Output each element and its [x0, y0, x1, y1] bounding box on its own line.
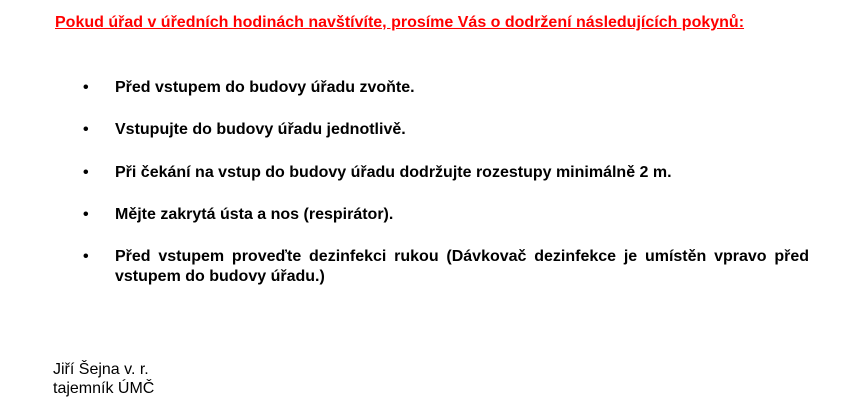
bullet-icon: • [83, 164, 89, 181]
instruction-text: Před vstupem proveďte dezinfekci rukou (Dávkovač dezinfekce je umístěn vpravo před vstupem do budovy úřadu.) [115, 248, 809, 285]
instruction-list [0, 78, 864, 287]
notice-heading: Pokud úřad v úředních hodinách navštívíte, prosíme Vás o dodržení následujících pokynů: [55, 14, 745, 31]
bullet-icon: • [83, 79, 89, 96]
instruction-text: Před vstupem do budovy úřadu zvoňte. [115, 79, 415, 96]
instruction-item [0, 205, 864, 225]
instruction-item [0, 120, 864, 140]
instruction-text: Vstupujte do budovy úřadu jednotlivě. [115, 121, 406, 138]
bullet-icon: • [83, 248, 89, 265]
instruction-text: Mějte zakrytá ústa a nos (respirátor). [115, 206, 394, 223]
instruction-text: Při čekání na vstup do budovy úřadu dodržujte rozestupy minimálně 2 m. [115, 164, 672, 181]
bullet-icon: • [83, 206, 89, 223]
signature-name: Jiří Šejna v. r. [53, 361, 149, 378]
bullet-icon: • [83, 121, 89, 138]
instruction-item [0, 163, 864, 183]
signature-block [53, 360, 154, 398]
signature-title: tajemník ÚMČ [53, 380, 155, 397]
instruction-item [0, 247, 864, 287]
instruction-item [0, 78, 864, 98]
